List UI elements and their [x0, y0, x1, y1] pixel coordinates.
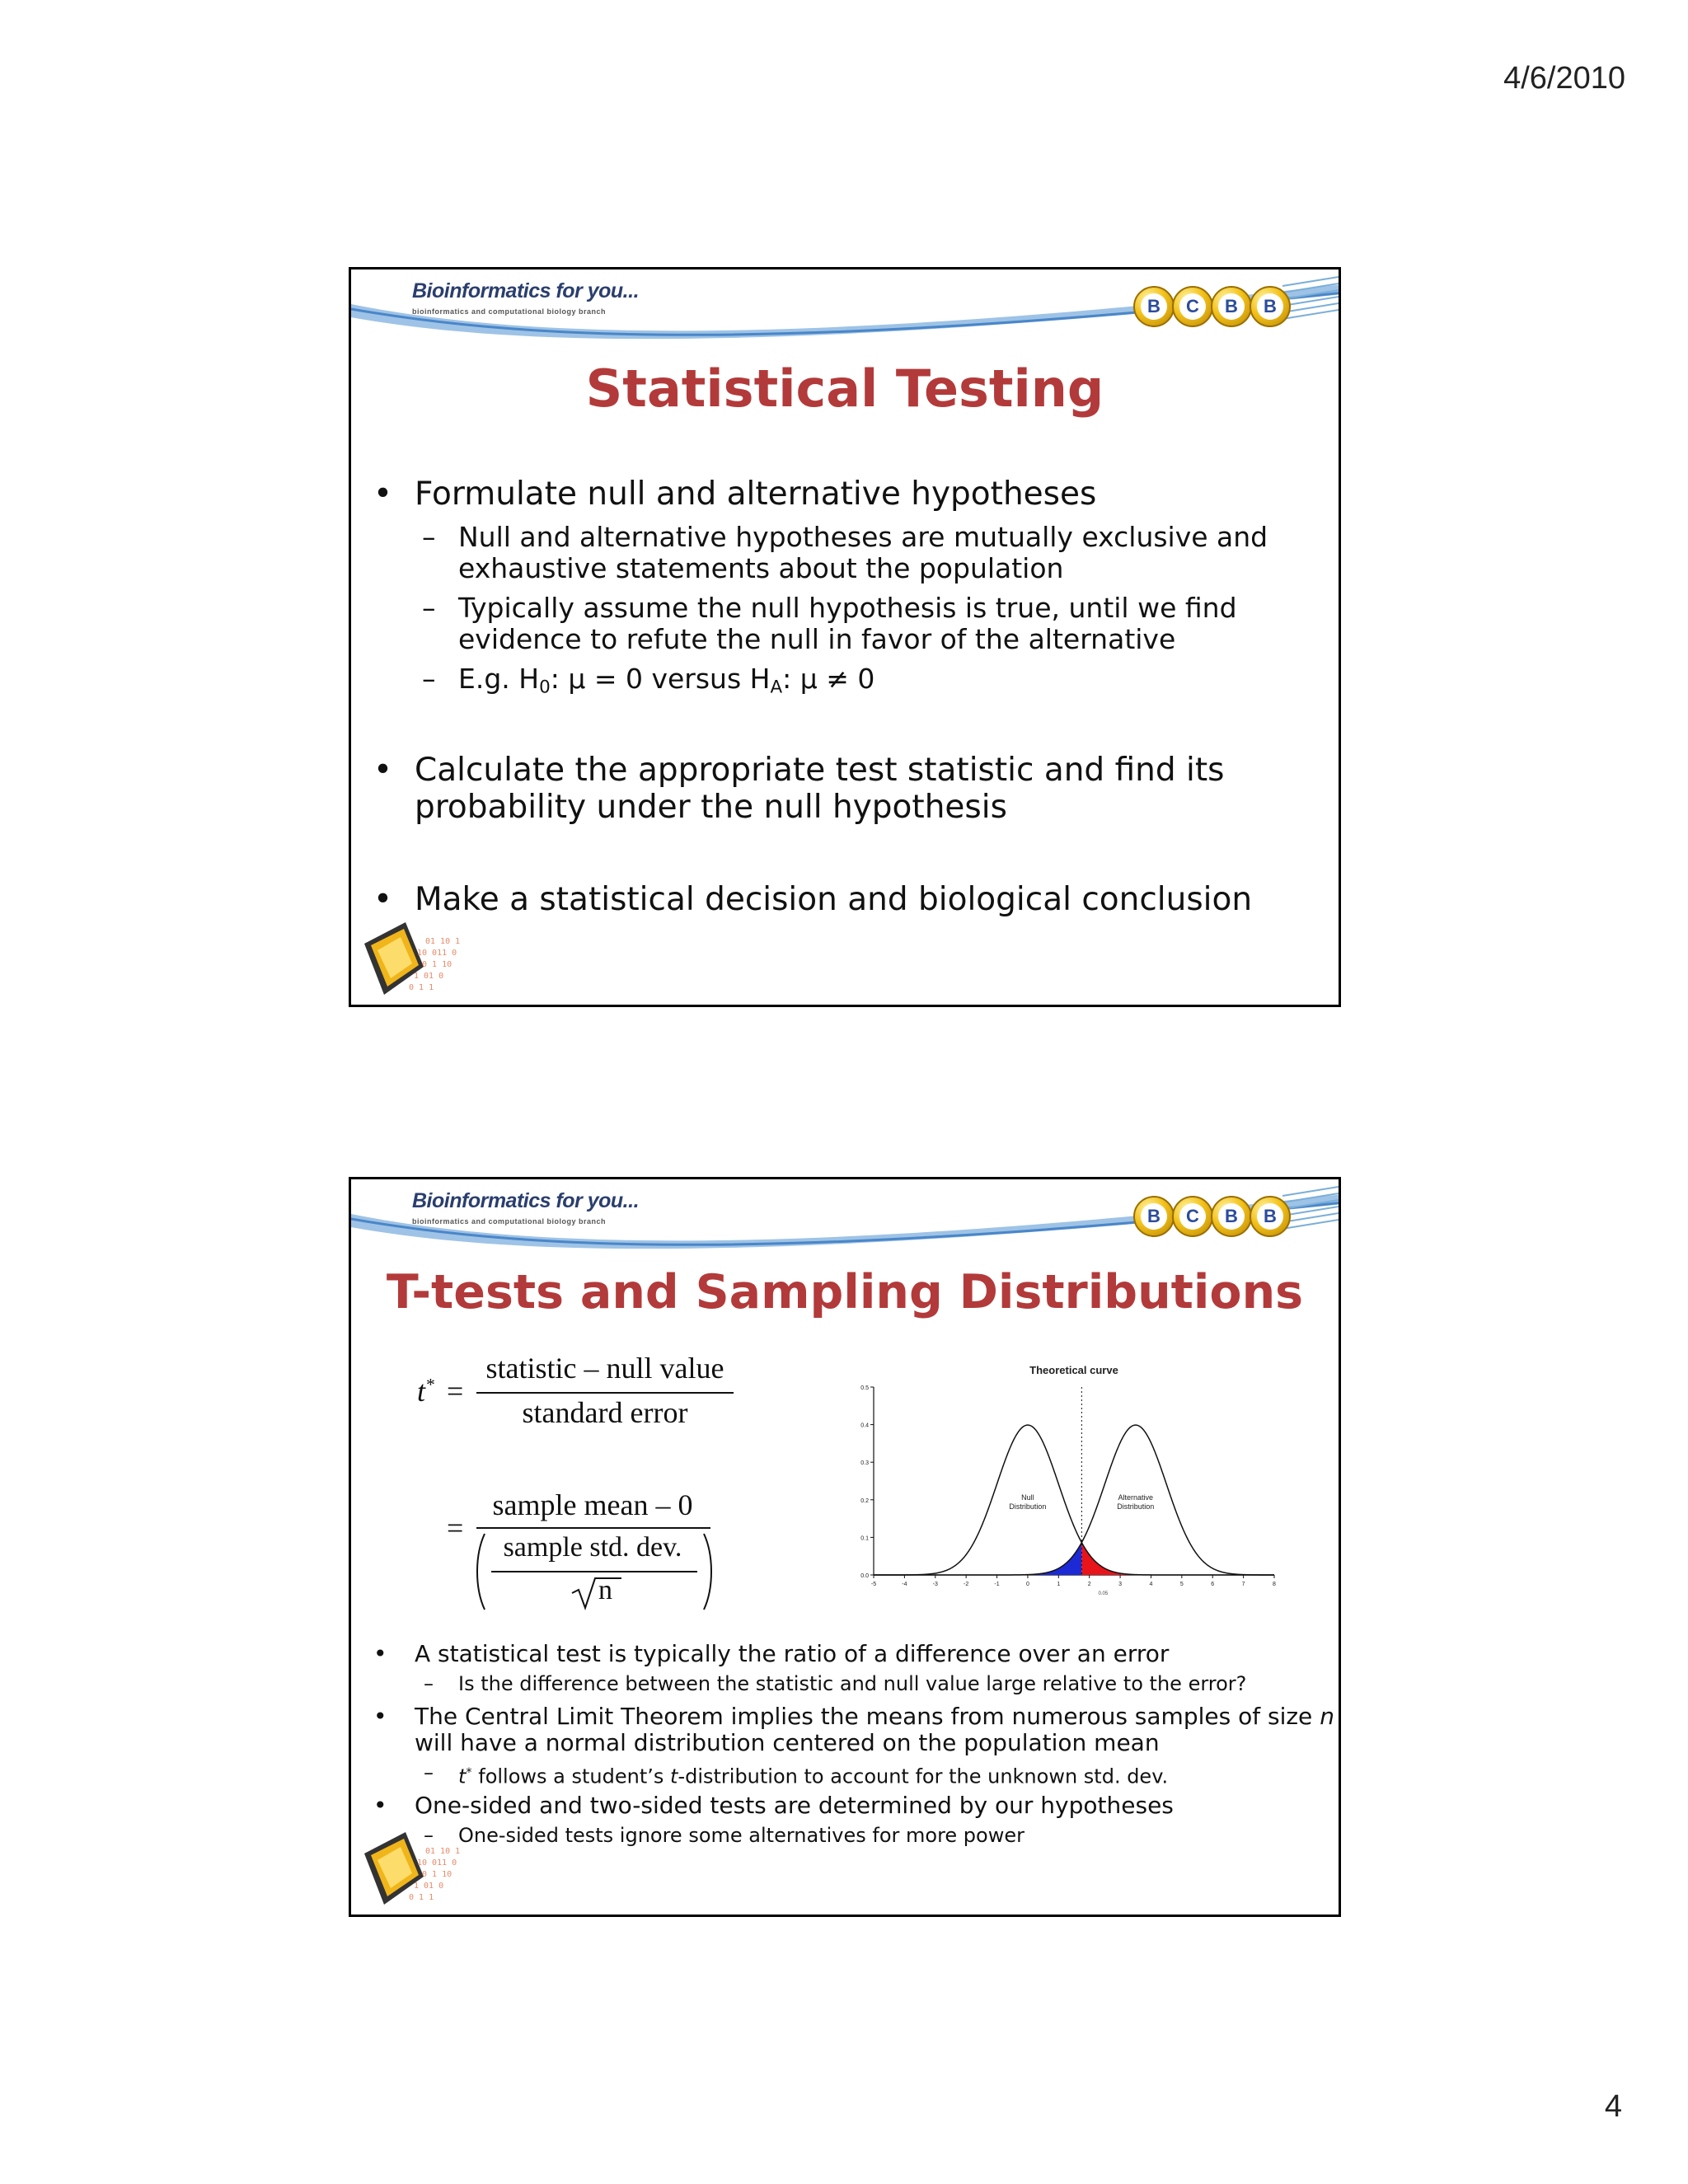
svg-text:1 01 0: 1 01 0 — [414, 1882, 444, 1891]
logo-ball: B — [1211, 1196, 1252, 1237]
svg-text:0 1 1: 0 1 1 — [409, 1893, 434, 1902]
logo-ball: B — [1133, 1196, 1175, 1237]
svg-text:01 10 1: 01 10 1 — [425, 937, 461, 946]
bullet-formulate: • Formulate null and alternative hypotheses — [373, 476, 1097, 513]
beta-region — [874, 1543, 1081, 1575]
eq-fraction-bar-2 — [476, 1527, 710, 1529]
eq-denominator-1: standard error — [522, 1396, 688, 1429]
logo-ball: B — [1211, 286, 1252, 327]
svg-text:0 1 10: 0 1 10 — [422, 1870, 452, 1879]
logo-ball: B — [1250, 286, 1291, 327]
eq-fraction-bar-1 — [476, 1392, 734, 1394]
alternative-distribution-label: Alternative — [1118, 1493, 1154, 1502]
sub-bullet-example-hypotheses: – E.g. $H_0$: µ = 0 versus $H_A$: µ ≠ 0 — [422, 663, 875, 698]
bullet-statistical-test-ratio: • A statistical test is typically the ratio of a difference over an error — [373, 1640, 1170, 1667]
slide-ttests — [349, 1177, 1341, 1917]
slide-title: T-tests and Sampling Distributions — [386, 1265, 1304, 1319]
slide-statistical-testing — [349, 267, 1341, 1007]
x-tick-label: -1 — [994, 1582, 1000, 1587]
logo-ball: C — [1172, 1196, 1213, 1237]
x-tick-label: 2 — [1087, 1582, 1091, 1587]
bullet-one-two-sided: • One-sided and two-sided tests are determined by our hypotheses — [373, 1792, 1174, 1819]
eq-numerator-2: sample mean – 0 — [492, 1488, 693, 1521]
x-tick-label: 7 — [1241, 1582, 1245, 1587]
y-tick-label: 0.3 — [860, 1460, 869, 1467]
brand-text: Bioinformatics for you... — [412, 279, 640, 302]
x-tick-label: 0 — [1025, 1582, 1029, 1587]
sub-bullet-assume-null: – Typically assume the null hypothesis is true, until we find evidence to refute the null in favor of the alternative — [422, 592, 1237, 655]
null-distribution-curve — [874, 1425, 1274, 1575]
sampling-distribution-chart — [837, 1362, 1299, 1601]
logo-ball: B — [1133, 286, 1175, 327]
svg-text:01 10 1: 01 10 1 — [425, 1847, 461, 1856]
x-tick-label: 1 — [1057, 1582, 1061, 1587]
sub-bullet-mutually-exclusive: – Null and alternative hypotheses are mutually exclusive and exhaustive statements about the population — [422, 521, 1268, 584]
brand-subtitle: bioinformatics and computational biology branch — [412, 1217, 607, 1226]
x-tick-label: 8 — [1273, 1582, 1276, 1587]
bcbb-logo — [1136, 286, 1291, 327]
bullet-central-limit-theorem: • The Central Limit Theorem implies the means from numerous samples of size n will have a normal distribution centered on the population mean — [373, 1703, 1334, 1756]
t-statistic-equation — [351, 1179, 846, 1605]
alternative-distribution-label: Distribution — [1117, 1502, 1155, 1511]
y-tick-label: 0.4 — [860, 1422, 869, 1429]
critical-value-label: 0.05 — [1098, 1591, 1109, 1596]
x-tick-label: -5 — [870, 1582, 877, 1587]
page-date: 4/6/2010 — [1503, 61, 1625, 96]
slide-title: Statistical Testing — [585, 359, 1104, 419]
bullet-calculate: • Calculate the appropriate test statistic and find its probability under the null hypothesis — [373, 752, 1225, 826]
eq-lhs: t* — [417, 1375, 434, 1408]
y-tick-label: 0.1 — [860, 1535, 869, 1542]
eq-sqrt-n: n — [598, 1575, 612, 1605]
alpha-region — [1081, 1543, 1274, 1575]
x-tick-label: -3 — [932, 1582, 938, 1587]
eq-equals-2: = — [447, 1511, 464, 1544]
corner-monitor-graphic — [359, 919, 499, 1001]
logo-ball: B — [1250, 1196, 1291, 1237]
eq-sample-std-dev: sample std. dev. — [503, 1532, 682, 1563]
y-tick-label: 0.5 — [860, 1385, 869, 1391]
logo-ball: C — [1172, 286, 1213, 327]
null-distribution-label: Distribution — [1009, 1502, 1047, 1511]
alternative-distribution-curve — [874, 1425, 1274, 1575]
y-tick-label: 0.0 — [860, 1573, 869, 1579]
x-tick-label: -2 — [964, 1582, 969, 1587]
page-number: 4 — [1604, 2089, 1622, 2124]
brand-subtitle: bioinformatics and computational biology branch — [412, 307, 607, 316]
x-tick-label: 6 — [1211, 1582, 1215, 1587]
corner-monitor-graphic — [359, 1829, 499, 1911]
eq-equals-1: = — [447, 1375, 464, 1408]
bullet-decision: • Make a statistical decision and biological conclusion — [373, 881, 1253, 918]
brand-text: Bioinformatics for you... — [412, 1189, 640, 1212]
svg-text:10 011 0: 10 011 0 — [417, 949, 457, 958]
bcbb-logo — [1136, 1196, 1291, 1237]
svg-text:1 01 0: 1 01 0 — [414, 972, 444, 981]
svg-text:0 1 1: 0 1 1 — [409, 983, 434, 992]
y-tick-label: 0.2 — [860, 1497, 869, 1504]
sub-bullet-difference-error: – Is the difference between the statistic and null value large relative to the error? — [424, 1672, 1247, 1695]
chart-title: Theoretical curve — [1029, 1364, 1118, 1376]
sub-bullet-t-distribution: – t* follows a student’s t-distribution to account for the unknown std. dev. — [424, 1761, 1169, 1788]
svg-text:10 011 0: 10 011 0 — [417, 1858, 457, 1868]
x-tick-label: 5 — [1179, 1582, 1184, 1587]
svg-text:0 1 10: 0 1 10 — [422, 960, 452, 969]
x-tick-label: -4 — [902, 1582, 907, 1587]
null-distribution-label: Null — [1021, 1493, 1034, 1502]
x-tick-label: 3 — [1118, 1582, 1123, 1587]
eq-numerator-1: statistic – null value — [485, 1352, 724, 1385]
sub-bullet-one-sided-power: – One-sided tests ignore some alternatives for more power — [424, 1824, 1025, 1847]
x-tick-label: 4 — [1149, 1582, 1153, 1587]
